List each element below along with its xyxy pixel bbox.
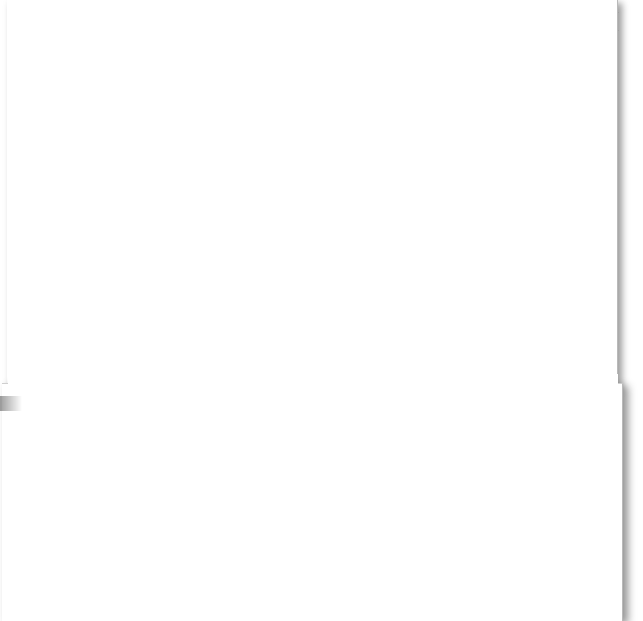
- statement-page-lower: [2, 383, 623, 621]
- page-break-mask: [8, 374, 618, 384]
- statement-page-upper: [7, 0, 618, 387]
